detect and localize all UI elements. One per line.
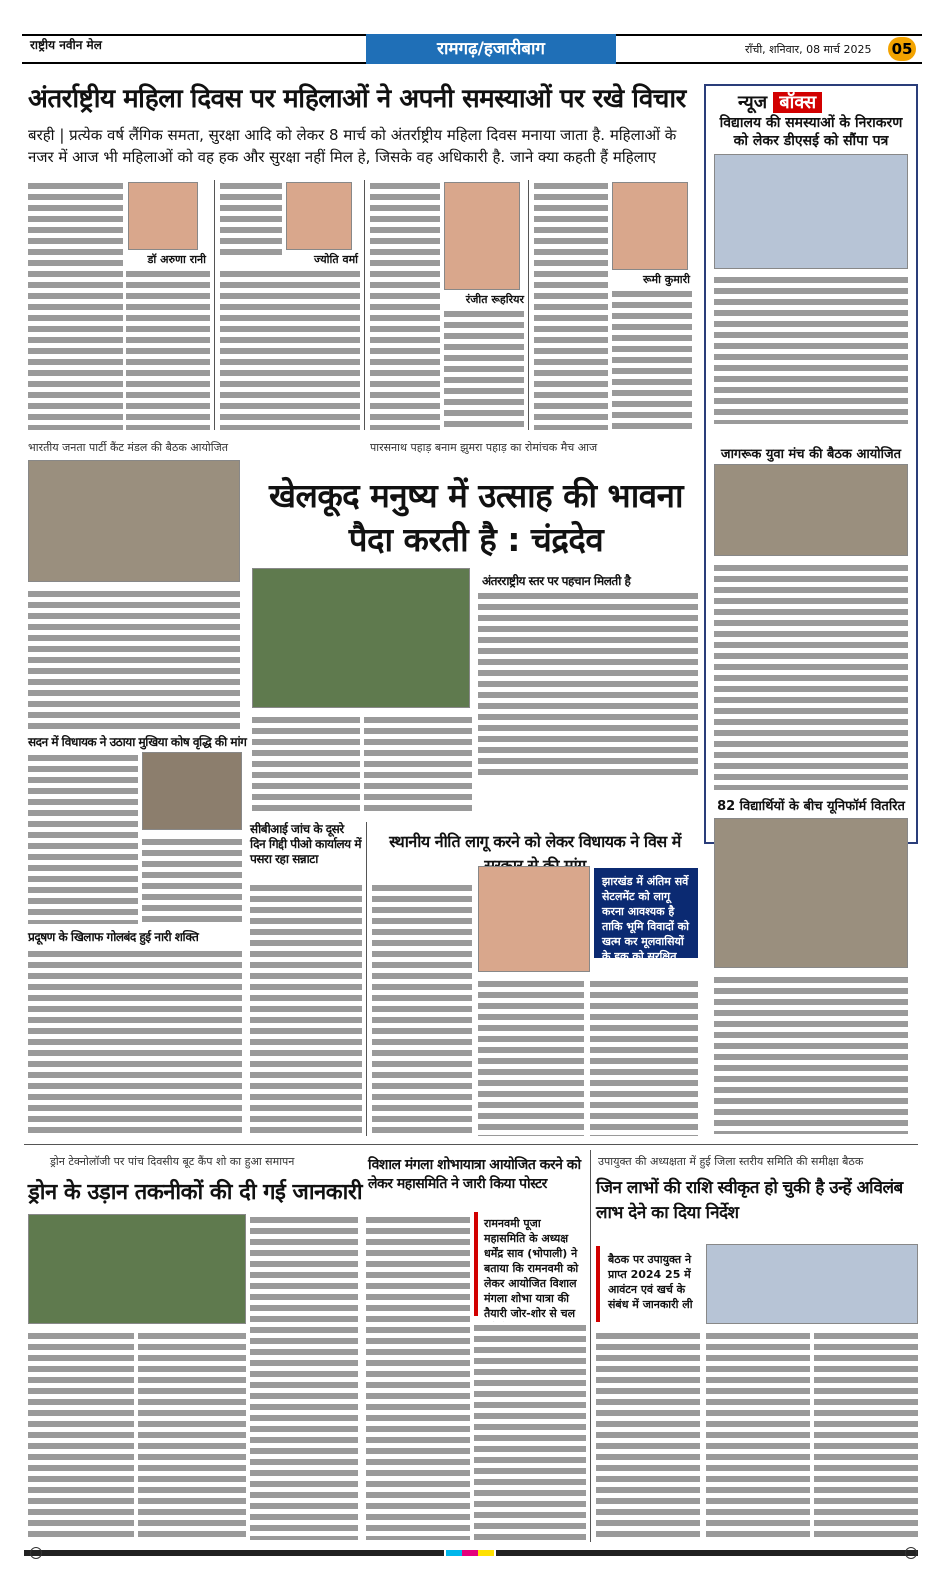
- policy-highlight: झारखंड में अंतिम सर्वे सेटलमेंट को लागू करना आवश्यक है ताकि भूमि विवादों को खत्म कर मूलवासियों के हक को सुरक्षित किया जा सके: [594, 868, 698, 958]
- color-bar-black: [24, 1550, 444, 1556]
- color-bar-black-right: [496, 1550, 918, 1556]
- drone-kicker: ड्रोन टेक्नोलॉजी पर पांच दिवसीय बूट कैंप शो का हुआ समापन: [50, 1155, 295, 1168]
- cbi-text: [250, 882, 362, 1136]
- news-box-label-red: बॉक्स: [773, 92, 822, 113]
- color-bar-cyan: [446, 1550, 462, 1556]
- color-bar-magenta: [462, 1550, 478, 1556]
- portrait-caption-3: रंजीत रूहरियर: [465, 293, 524, 306]
- left-photo: [28, 460, 240, 582]
- sports-text-1: [252, 714, 360, 814]
- policy-photo: [478, 866, 590, 972]
- drone-text-2: [138, 1330, 246, 1540]
- lead-column-3b: [444, 308, 524, 430]
- left-photo-2: [142, 752, 242, 830]
- registration-mark-icon: [905, 1547, 917, 1559]
- sports-photo: [252, 568, 470, 708]
- sports-subhead: अंतरराष्ट्रीय स्तर पर पहचान मिलती है: [482, 574, 631, 588]
- procession-text-1: [366, 1214, 470, 1540]
- left-text-3: [28, 948, 242, 1136]
- committee-kicker: उपायुक्त की अध्यक्षता में हुई जिला स्तरीय समिति की समीक्षा बैठक: [598, 1155, 864, 1168]
- drone-headline: ड्रोन के उड़ान तकनीकों की दी गई जानकारी: [28, 1180, 363, 1205]
- portrait-caption-2: ज्योति वर्मा: [313, 253, 358, 266]
- committee-text-2: [706, 1330, 810, 1540]
- sports-kicker: पारसनाथ पहाड़ बनाम झुमरा पहाड़ का रोमांचक मैच आज: [370, 441, 598, 454]
- portrait-caption-4: रूमी कुमारी: [642, 273, 690, 286]
- column-rule: [214, 180, 215, 430]
- drone-text-1: [28, 1330, 134, 1540]
- committee-text-1: [596, 1330, 700, 1540]
- news-box-text-2: [714, 562, 908, 790]
- procession-headline: विशाल मंगला शोभायात्रा आयोजित करने को लेकर महासमिति ने जारी किया पोस्टर: [368, 1157, 581, 1192]
- portrait-caption-1: डॉ अरुणा रानी: [147, 253, 206, 266]
- news-box-story2-headline: जागरूक युवा मंच की बैठक आयोजित: [720, 447, 902, 462]
- sports-text-right: [478, 590, 698, 780]
- column-rule: [364, 180, 365, 430]
- news-box-story3-headline: 82 विद्यार्थियों के बीच यूनिफॉर्म वितरित: [717, 799, 905, 814]
- committee-text-3: [814, 1330, 918, 1540]
- committee-highlight: बैठक पर उपायुक्त ने प्राप्त 2024 25 में आवंटन एवं खर्च के संबंध में जानकारी ली: [596, 1246, 702, 1322]
- portrait-photo-4: [612, 182, 688, 270]
- lead-column-1b: [126, 268, 210, 430]
- lead-column-4: [534, 180, 608, 430]
- column-rule: [366, 822, 367, 1136]
- committee-headline: जिन लाभों की राशि स्वीकृत हो चुकी है उन्हें अविलंब लाभ देने का दिया निर्देश: [596, 1178, 903, 1223]
- news-box-label-black: न्यूज: [738, 92, 768, 113]
- section-title: रामगढ़/हजारीबाग: [366, 34, 616, 64]
- news-box-text-3: [714, 974, 908, 1134]
- committee-photo: [706, 1244, 918, 1324]
- left-story3-headline: प्रदूषण के खिलाफ गोलबंद हुई नारी शक्ति: [28, 930, 199, 944]
- portrait-photo-2: [286, 182, 352, 250]
- left-text-2b: [142, 836, 242, 924]
- news-box-photo-2: [714, 464, 908, 556]
- drone-text-3: [250, 1214, 358, 1540]
- lead-headline: अंतर्राष्ट्रीय महिला दिवस पर महिलाओं ने अपनी समस्याओं पर रखे विचार: [28, 84, 686, 114]
- color-bar-yellow: [478, 1550, 494, 1556]
- news-box-photo-3: [714, 818, 908, 968]
- news-box-photo-1: [714, 154, 908, 269]
- column-rule: [528, 180, 529, 430]
- news-box-text-1: [714, 274, 908, 424]
- policy-text-3: [590, 978, 698, 1136]
- left-kicker: भारतीय जनता पार्टी कैंट मंडल की बैठक आयोजित: [28, 441, 229, 454]
- lead-column-2b: [220, 268, 360, 430]
- lead-intro: बरही | प्रत्येक वर्ष लैंगिक समता, सुरक्षा आदि को लेकर 8 मार्च को अंतर्राष्ट्रीय महिला दिवस मनाया जाता है. महिलाओं के नजर में आज भी महिलाओं को वह हक और सुरक्षा नहीं मिल हे, जिसके वह अधिकारी है. जाने क्या कहती हैं महिलाए: [28, 126, 677, 166]
- left-story2-headline: सदन में विधायक ने उठाया मुखिया कोष वृद्धि की मांग: [28, 735, 247, 749]
- lead-column-3: [370, 180, 440, 430]
- paper-name: राष्ट्रीय नवीन मेल: [30, 38, 102, 52]
- news-box-label: [738, 90, 822, 114]
- procession-pull-quote: रामनवमी पूजा महासमिति के अध्यक्ष धर्मेंद्र साव (भोपाली) ने बताया कि रामनवमी को लेकर आयोजित विशाल मंगला शोभा यात्रा की तैयारी जोर-शोर से चल: [474, 1212, 586, 1316]
- lead-column-2: [220, 180, 282, 260]
- news-box-headline: विद्यालय की समस्याओं के निराकरण को लेकर डीएसई को सौंपा पत्र: [719, 115, 903, 149]
- sports-text-2: [364, 714, 472, 814]
- policy-text-2: [478, 978, 584, 1136]
- procession-text-2: [474, 1322, 586, 1540]
- lead-column-1: [28, 180, 123, 430]
- portrait-photo-3: [444, 182, 520, 290]
- policy-headline: स्थानीय नीति लागू करने को लेकर विधायक ने विस में: [389, 832, 681, 851]
- left-text-2: [28, 752, 138, 924]
- portrait-photo-1: [128, 182, 198, 250]
- drone-photo: [28, 1214, 246, 1324]
- section-divider: [24, 1144, 918, 1145]
- page-number: 05: [888, 37, 916, 61]
- registration-mark-icon: [30, 1547, 42, 1559]
- sports-headline: खेलकूद मनुष्य में उत्साह की भावना पैदा करती है : चंद्रदेव: [268, 476, 684, 559]
- policy-text-1: [372, 882, 472, 1136]
- cbi-headline: सीबीआई जांच के दूसरे दिन गिद्दी पीओ कार्यालय में पसरा रहा सन्नाटा: [250, 822, 361, 866]
- left-text-1: [28, 588, 240, 730]
- lead-column-4b: [612, 288, 692, 430]
- column-rule: [590, 1150, 591, 1542]
- dateline: राँची, शनिवार, 08 मार्च 2025: [745, 43, 872, 56]
